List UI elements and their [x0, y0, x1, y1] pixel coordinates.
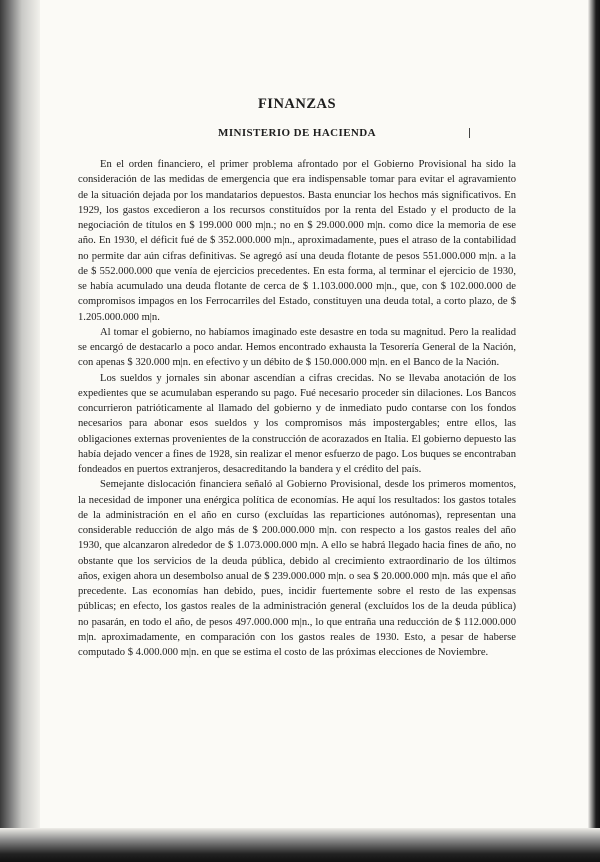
document-subtitle: MINISTERIO DE HACIENDA: [218, 127, 376, 139]
page-bottom-edge: [0, 828, 600, 862]
paragraph-4: Semejante dislocación financiera señaló al Gobierno Provisional, desde los primeros momentos, la necesidad de imponer una enérgica política de economías. He aquí los resultados: los gastos totales de la administración en el año en curso (excluídas las reparticiones autónomas), representan una considerable reducción de algo más de $ 200.000.000 m|n. con respecto a los gastos reales del año 1930, que alcanzaron alrededor de $ 1.073.000.000 m|n. A ello se habrá llegado hacia fines de año, no obstante que los servicios de la deuda pública, debido al crecimiento extraordinario de los últimos años, exigen ahora un desembolso anual de $ 239.000.000 m|n. o sea $ 20.000.000 m|n. más que el año precedente. Las economías han debido, pues, incidir fuertemente sobre el resto de las expensas públicas; en efecto, los gastos reales de la administración general (excluídos los de la deuda pública) no pasarán, en todo el año, de pesos 497.000.000 m|n., lo que entraña una reducción de $ 112.000.000 m|n. aproximadamente, en comparación con los gastos reales de 1930. Esto, a pesar de haberse computado $ 4.000.000 m|n. en que se estima el costo de las próximas elecciones de Noviembre.: [78, 479, 516, 658]
book-binding-shadow: [0, 0, 40, 862]
document-body: [78, 96, 516, 660]
paragraph-3: Los sueldos y jornales sin abonar ascendían a cifras crecidas. No se llevaba anotación de los expedientes que se acumulaban esperando su pago. Fué necesario proceder sin dilaciones. Los Bancos concurrieron patrióticamente al llamado del gobierno y de inmediato pudo contarse con los fondos necesarios para abonar esos sueldos y los compromisos más impostergables; entre ellos, las obligaciones externas provenientes de la construcción de acorazados en Italia. El gobierno depuesto las había dejado vencer a fines de 1928, sin realizar el menor esfuerzo de pago. Los buques se encontraban fondeados en puertos extranjeros, desacreditando la bandera y el crédito del país.: [78, 372, 516, 475]
paragraph-2: Al tomar el gobierno, no habíamos imaginado este desastre en toda su magnitud. Pero la realidad se encargó de destacarlo a poco andar. Hemos encontrado exhausta la Tesorería General de la Nación, con apenas $ 320.000 m|n. en efectivo y un débito de $ 150.000.000 m|n. en el Banco de la Nación.: [78, 326, 516, 369]
document-title: FINANZAS: [257, 96, 337, 112]
paragraph-1: En el orden financiero, el primer problema afrontado por el Gobierno Provisional ha sido la consideración de las medidas de emergencia que era indispensable tomar para evitar el agravamiento de la situación dejada por los mandatarios depuestos. Basta enunciar los hechos más significativos. En 1929, los gastos excedieron a los recursos constituídos por la renta del Estado y el producto de la negociación de títulos en $ 199.000 000 m|n.; no en $ 29.000.000 m|n. como dice la memoria de ese año. En 1930, el déficit fué de $ 352.000.000 m|n., aproximadamente, pues el atraso de la contabilidad no permite dar aún cifras definitivas. Se agregó así una deuda flotante de pesos 551.000.000 m|n. a la de $ 552.000.000 que venía de ejercicios precedentes. En esta forma, al terminar el ejercicio de 1930, se había acumulado una deuda flotante de cerca de $ 1.103.000.000 m|n., que, con $ 102.000.000 de compromisos impagos en los Ferrocarriles del Estado, constituyen una deuda total, a corto plazo, de $ 1.205.000.000 m|n.: [78, 159, 516, 323]
page-right-edge: [588, 0, 600, 862]
